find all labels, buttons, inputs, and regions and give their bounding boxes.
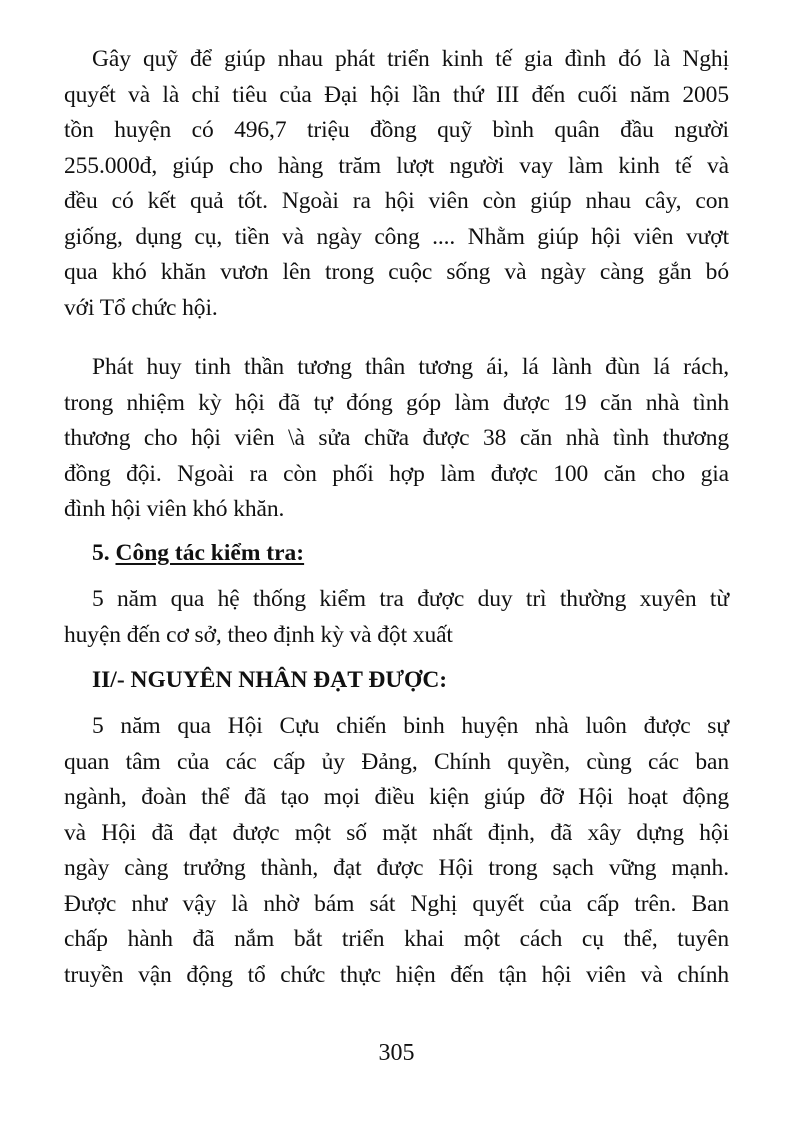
text-line: thương cho hội viên \à sửa chữa được 38 căn nhà tình thương: [64, 425, 729, 451]
text-line: tồn huyện có 496,7 triệu đồng quỹ bình quân đầu người: [64, 117, 729, 143]
paragraph-reasons: [64, 709, 729, 993]
text-line: Được như vậy là nhờ bám sát Nghị quyết của cấp trên. Ban: [64, 890, 729, 917]
text-line: và Hội đã đạt được một số mặt nhất định, đã xây dựng hội: [64, 819, 729, 846]
section-II-heading: [92, 663, 447, 698]
paragraph-charity-houses: [64, 350, 729, 528]
text-line: đồng đội. Ngoài ra còn phối hợp làm được 100 căn cho gia: [64, 460, 729, 487]
section-5-title: Công tác kiểm tra:: [115, 540, 305, 566]
text-line: quan tâm của các cấp ủy Đảng, Chính quyền, cùng các ban: [64, 748, 729, 775]
text-line: huyện đến cơ sở, theo định kỳ và đột xuất: [64, 621, 453, 648]
page-number: 305: [378, 1040, 415, 1066]
text-line: chấp hành đã nắm bắt triển khai một cách cụ thể, tuyên: [64, 926, 729, 952]
paragraph-inspection: [64, 582, 729, 653]
text-line: ngày càng trưởng thành, đạt được Hội trong sạch vững mạnh.: [64, 855, 729, 881]
text-line: 5 năm qua Hội Cựu chiến binh huyện nhà luôn được sự: [92, 713, 729, 739]
text-line: 5 năm qua hệ thống kiểm tra được duy trì thường xuyên từ: [92, 586, 729, 612]
section-II-title: II/- NGUYÊN NHÂN ĐẠT ĐƯỢC:: [92, 667, 448, 693]
section-5-number: 5.: [92, 540, 116, 566]
text-line: đình hội viên khó khăn.: [64, 496, 285, 522]
text-line: 255.000đ, giúp cho hàng trăm lượt người vay làm kinh tế và: [64, 152, 729, 179]
text-line: với Tổ chức hội.: [64, 294, 218, 321]
text-line: ngành, đoàn thể đã tạo mọi điều kiện giúp đỡ Hội hoạt động: [64, 784, 729, 810]
text-line: giống, dụng cụ, tiền và ngày công .... Nhằm giúp hội viên vượt: [64, 223, 729, 250]
text-line: Gây quỹ để giúp nhau phát triển kinh tế gia đình đó là Nghị: [92, 46, 729, 72]
paragraph-fundraising: [64, 42, 729, 326]
text-line: truyền vận động tổ chức thực hiện đến tận hội viên và chính: [64, 961, 729, 988]
text-line: đều có kết quả tốt. Ngoài ra hội viên còn giúp nhau cây, con: [64, 188, 729, 214]
text-line: trong nhiệm kỳ hội đã tự đóng góp làm được 19 căn nhà tình: [64, 389, 729, 416]
text-line: quyết và là chỉ tiêu của Đại hội lần thứ III đến cuối năm 2005: [64, 81, 729, 108]
text-line: qua khó khăn vươn lên trong cuộc sống và ngày càng gắn bó: [64, 259, 729, 285]
text-line: Phát huy tinh thần tương thân tương ái, lá lành đùn lá rách,: [92, 354, 729, 380]
section-5-heading: [92, 536, 304, 571]
